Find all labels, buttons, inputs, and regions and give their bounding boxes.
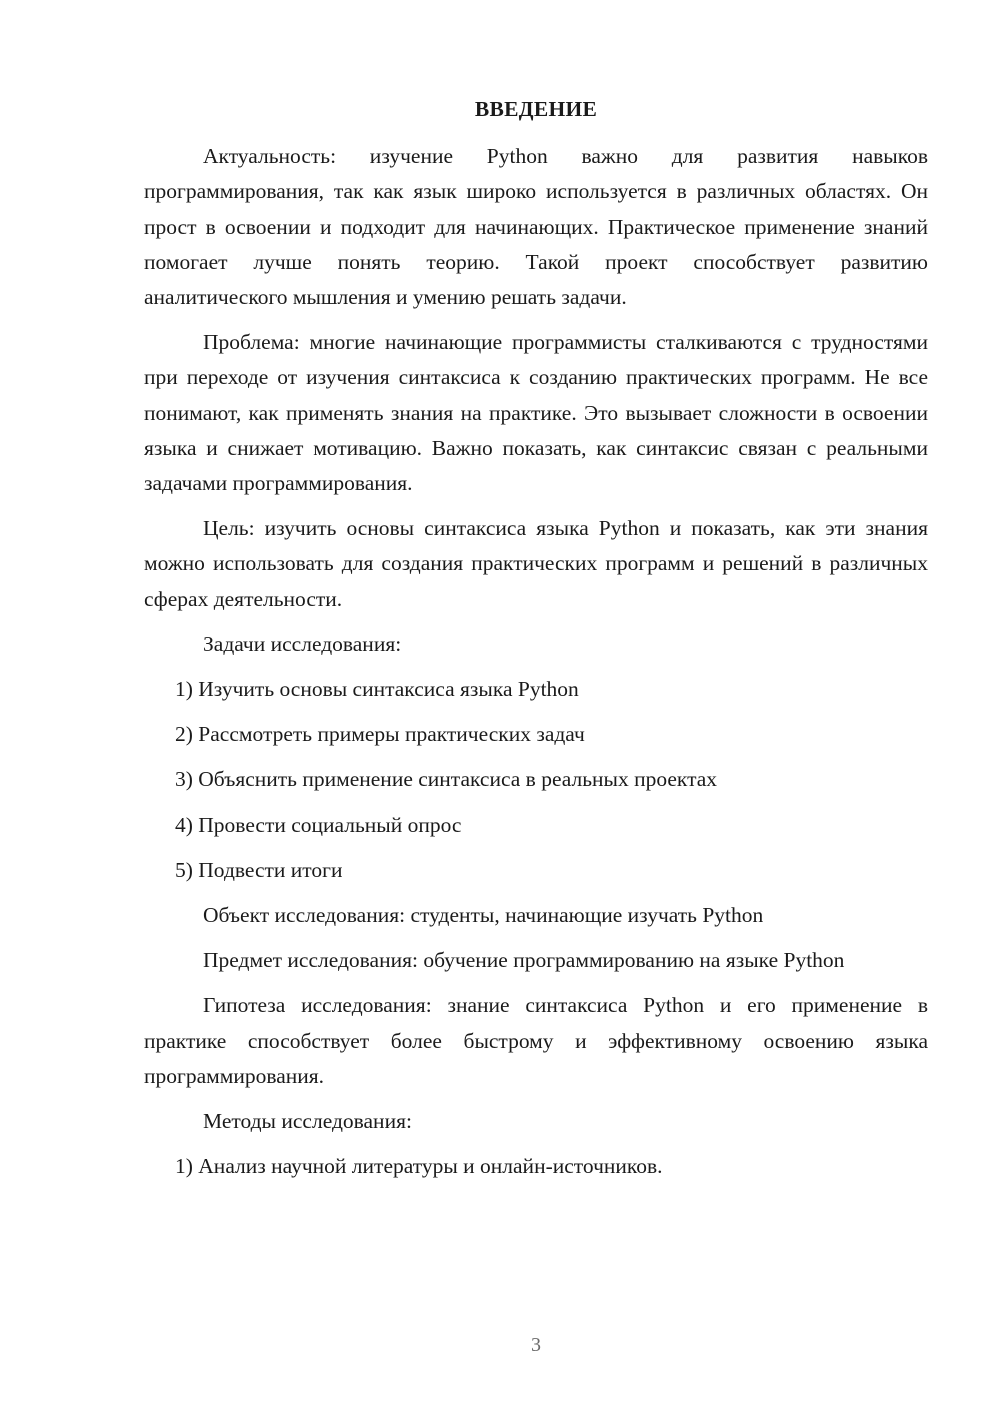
page-number: 3 bbox=[531, 1334, 541, 1356]
methods-list bbox=[144, 1149, 928, 1184]
list-item: 5) Подвести итоги bbox=[175, 857, 343, 882]
subject-paragraph: Предмет исследования: обучение программированию на языке Python bbox=[203, 948, 845, 973]
list-item: 1) Анализ научной литературы и онлайн-источников. bbox=[175, 1154, 663, 1179]
goal-paragraph: Цель: изучить основы синтаксиса языка Python и показать, как эти знания можно использовать для создания практических программ и решений в различных сферах деятельности. bbox=[144, 516, 928, 611]
list-item: 1) Изучить основы синтаксиса языка Python bbox=[175, 677, 579, 702]
list-item: 4) Провести социальный опрос bbox=[175, 812, 462, 837]
tasks-list bbox=[144, 672, 928, 888]
list-item: 2) Рассмотреть примеры практических задач bbox=[175, 722, 585, 747]
page-content bbox=[144, 92, 928, 1194]
tasks-heading: Задачи исследования: bbox=[203, 631, 402, 656]
methods-heading: Методы исследования: bbox=[203, 1109, 412, 1134]
object-paragraph: Объект исследования: студенты, начинающие изучать Python bbox=[203, 903, 764, 928]
list-item: 3) Объяснить применение синтаксиса в реальных проектах bbox=[175, 767, 718, 792]
problem-paragraph: Проблема: многие начинающие программисты сталкиваются с трудностями при переходе от изучения синтаксиса к созданию практических программ. Не все понимают, как применять знания на практике. Это вызывает сложности в освоении языка и снижает мотивацию. Важно показать, как синтаксис связан с реальными задачами программирования. bbox=[144, 330, 928, 496]
relevance-paragraph: Актуальность: изучение Python важно для развития навыков программирования, так как язык широко используется в различных областях. Он прост в освоении и подходит для начинающих. Практическое применение знаний помогает лучше понять теорию. Такой проект способствует развитию аналитического мышления и умению решать задачи. bbox=[144, 144, 928, 310]
hypothesis-paragraph: Гипотеза исследования: знание синтаксиса Python и его применение в практике способствует более быстрому и эффективному освоению языка программирования. bbox=[144, 993, 928, 1088]
section-title: ВВЕДЕНИЕ bbox=[474, 97, 598, 121]
